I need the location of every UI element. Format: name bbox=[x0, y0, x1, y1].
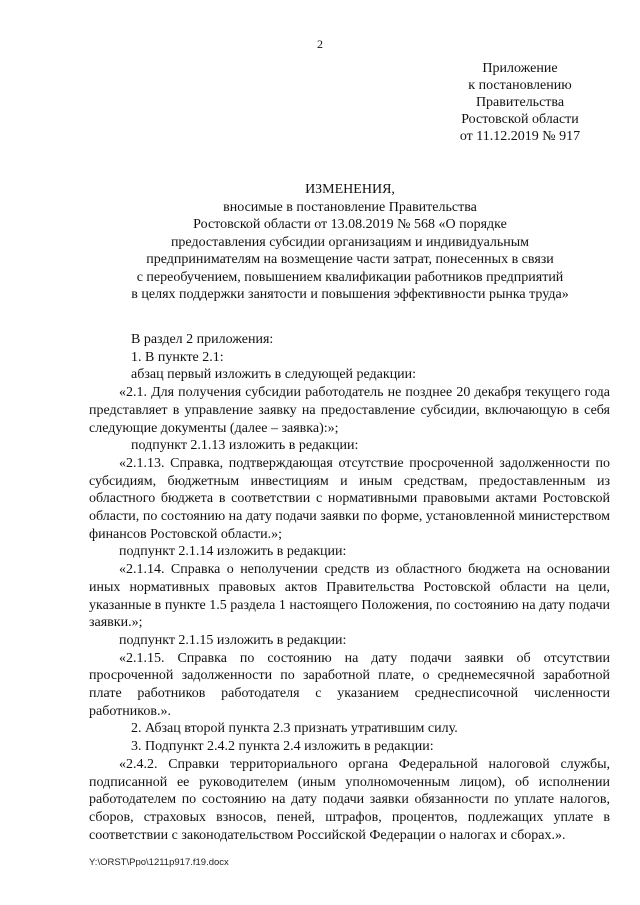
paragraph: «2.1. Для получения субсидии работодатель не позднее 20 декабря текущего года представляет в управление заявку на предоставление субсидии, включающую в себя следующие документы (далее – заявка):»; bbox=[89, 385, 610, 436]
appendix-line: Правительства bbox=[475, 95, 565, 110]
paragraph: В раздел 2 приложения: bbox=[131, 332, 274, 347]
title-line: предпринимателям на возмещение части затрат, понесенных в связи bbox=[146, 252, 554, 267]
paragraph: 1. В пункте 2.1: bbox=[131, 349, 224, 365]
paragraph: 2. Абзац второй пункта 2.3 признать утратившим силу. bbox=[131, 721, 458, 737]
appendix-line: к постановлению bbox=[468, 78, 572, 93]
paragraph: абзац первый изложить в следующей редакции: bbox=[131, 367, 417, 383]
document-body bbox=[89, 331, 610, 844]
paragraph: «2.1.13. Справка, подтверждающая отсутствие просроченной задолженности по субсидиям, бюджетным инвестициям и иным средствам, предоставленным из областного бюджета в соответствии с нормативными правовыми актами Ростовской области, по состоянию на дату подачи заявки по форме, установленной министерством финансов Ростовской области.»; bbox=[89, 455, 610, 542]
title-line: предоставления субсидии организациям и индивидуальным bbox=[170, 234, 530, 250]
appendix-line: от 11.12.2019 № 917 bbox=[459, 129, 581, 144]
appendix-block bbox=[440, 60, 600, 145]
paragraph: «2.4.2. Справки территориального органа Федеральной налоговой службы, подписанной ее руководителем (иным уполномоченным лицом), об исполнении работодателем по состоянию на дату подачи заявки обязанности по уплате налогов, сборов, страховых взносов, пеней, штрафов, процентов, подлежащих уплате в соответствии с законодательством Российской Федерации о налогах и сборах.». bbox=[89, 756, 610, 843]
paragraph: подпункт 2.1.13 изложить в редакции: bbox=[131, 438, 359, 454]
title-line: Ростовской области от 13.08.2019 № 568 «О порядке bbox=[193, 217, 507, 232]
title-line: с переобучением, повышением квалификации работников предприятий bbox=[136, 269, 564, 285]
title-line: в целях поддержки занятости и повышения эффективности рынка труда» bbox=[131, 287, 569, 302]
appendix-line: Приложение bbox=[482, 61, 558, 76]
page-number: 2 bbox=[317, 37, 323, 51]
appendix-line: Ростовской области bbox=[461, 112, 579, 127]
paragraph: «2.1.15. Справка по состоянию на дату подачи заявки об отсутствии просроченной задолженности по заработной плате, о среднемесячной заработной плате работников работодателя с указанием среднесписочной численности работников.». bbox=[89, 650, 610, 719]
paragraph: «2.1.14. Справка о неполучении средств из областного бюджета на основании иных нормативных правовых актов Правительства Ростовской области на цели, указанные в пункте 1.5 раздела 1 настоящего Положения, по состоянию на дату подачи заявки.»; bbox=[89, 562, 610, 631]
paragraph: подпункт 2.1.14 изложить в редакции: bbox=[119, 544, 347, 560]
paragraph: 3. Подпункт 2.4.2 пункта 2.4 изложить в редакции: bbox=[131, 739, 434, 755]
paragraph: подпункт 2.1.15 изложить в редакции: bbox=[119, 632, 347, 648]
file-path-footer: Y:\ORST\Ppo\1211p917.f19.docx bbox=[89, 857, 229, 868]
document-title-block bbox=[90, 181, 610, 304]
title-line: вносимые в постановление Правительства bbox=[223, 199, 477, 215]
document-title: ИЗМЕНЕНИЯ, bbox=[305, 182, 395, 197]
